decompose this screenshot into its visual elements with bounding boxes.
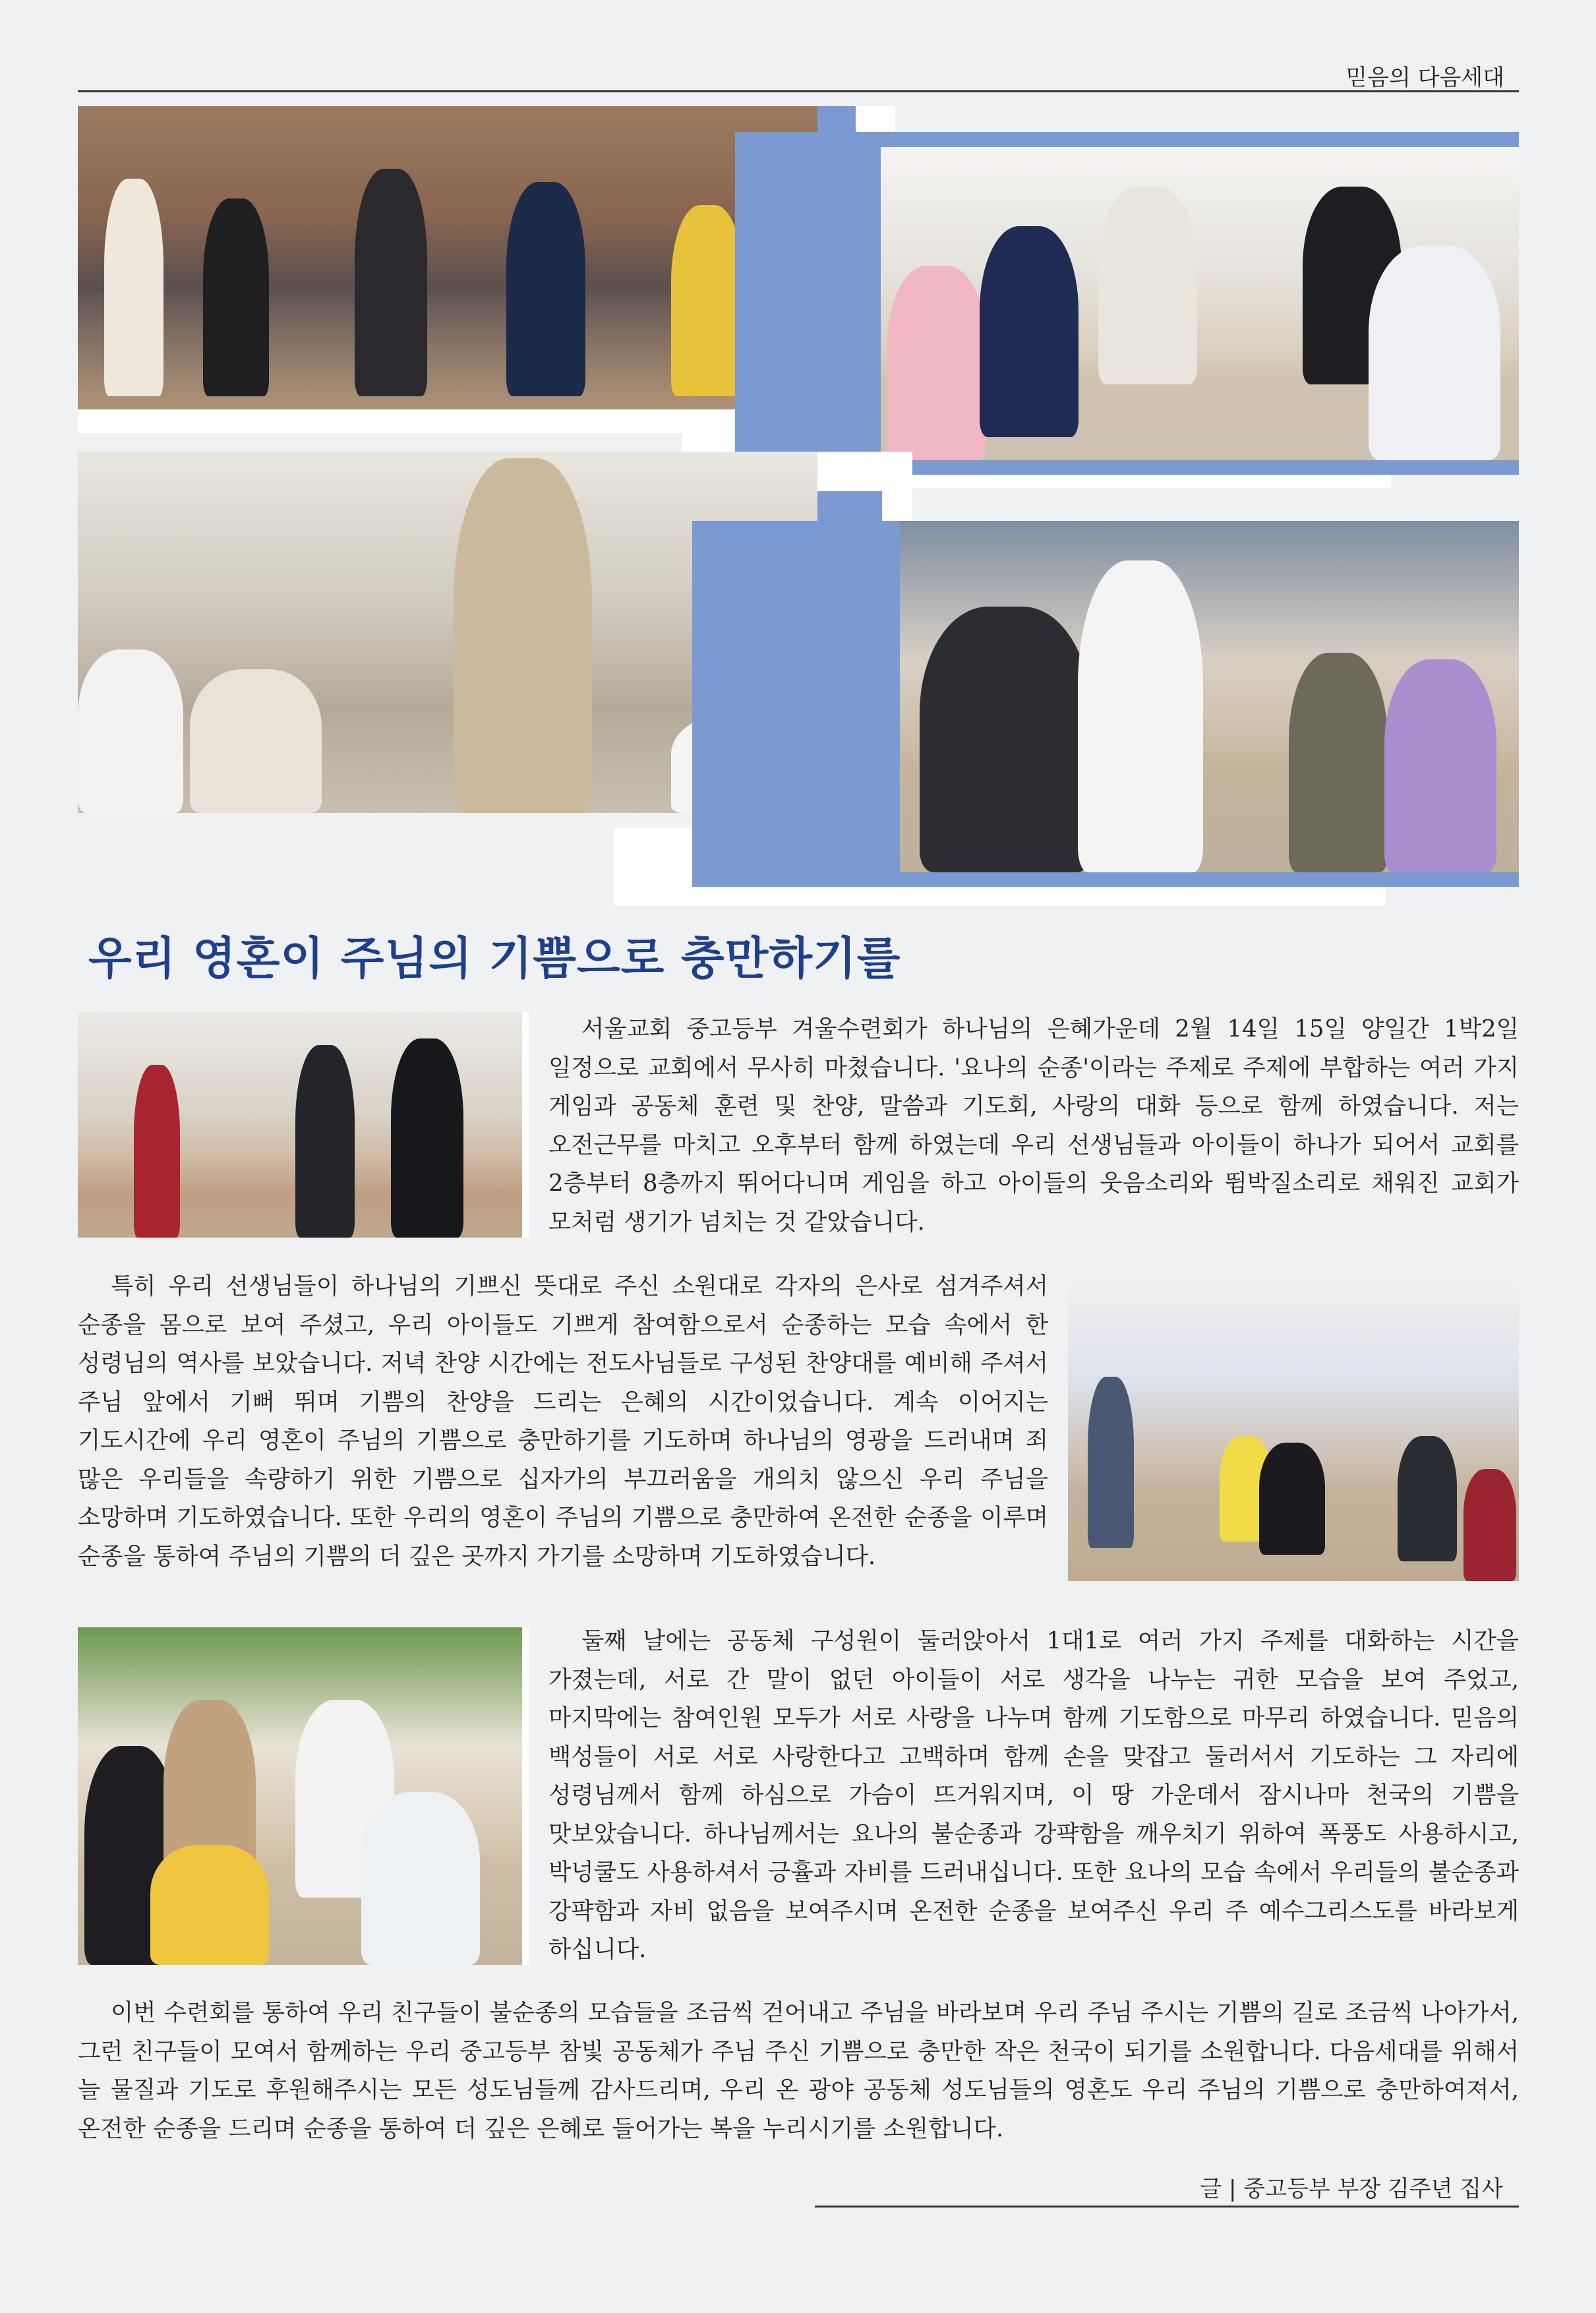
article-byline: 글 | 중고등부 부장 김주년 집사: [1200, 2176, 1503, 2202]
photo-pair-conversation: [78, 1627, 522, 1965]
photo-game-hall: [78, 1012, 522, 1238]
photo-circle-holding-hands: [78, 106, 817, 409]
article-paragraph-2: 특히 우리 선생님들이 하나님의 기쁘신 뜻대로 주신 소원대로 각자의 은사로 섬겨주셔서 순종을 몸으로 보여 주셨고, 우리 아이들도 기쁘게 참여함으로서 순종하는 모습 속에서 한 성령님의 역사를 보았습니다. 저녁 찬양 시간에는 전도사님들로 구성된 찬양대를 예비해 주셔서 주님 앞에서 기뻐 뛰며 기쁨의 찬양을 드리는 은혜의 시간이었습니다. 계속 이어지는 기도시간에 우리 영혼이 주님의 기쁨으로 충만하기를 기도하며 하나님의 영광을 드러내며 죄 많은 우리들을 속량하기 위한 기쁨으로 십자가의 부끄러움을 개의치 않으신 우리 주님을 소망하며 기도하였습니다. 또한 우리의 영혼이 주님의 기쁨으로 충만하여 온전한 순종을 이루며 순종을 통하여 주님의 기쁨의 더 깊은 곳까지 가기를 소망하며 기도하였습니다.: [78, 1273, 1048, 1570]
article-paragraph-1: 서울교회 중고등부 겨울수련회가 하나님의 은혜가운데 2월 14일 15일 양일간 1박2일 일정으로 교회에서 무사히 마쳤습니다. '요나의 순종'이라는 주제로 주제에 부합하는 여러 가지 게임과 공동체 훈련 및 찬양, 말씀과 기도회, 사랑의 대화 등으로 함께 하였습니다. 저는 오전근무를 마치고 오후부터 함께 하였는데 우리 선생님들과 아이들이 하나가 되어서 교회를 2층부터 8층까지 뛰어다니며 게임을 하고 아이들의 웃음소리와 뜀박질소리로 채워진 교회가 모처럼 생기가 넘치는 것 같았습니다.: [548, 1015, 1519, 1236]
page-header: [78, 55, 1519, 92]
section-label: 믿음의 다음세대: [1345, 65, 1504, 91]
article-paragraph-4: 이번 수련회를 통하여 우리 친구들이 불순종의 모습들을 조금씩 걷어내고 주님을 바라보며 우리 주님 주시는 기쁨의 길로 조금씩 나아가서, 그런 친구들이 모여서 함께하는 우리 중고등부 참빛 공동체가 주님 주신 기쁨으로 충만한 작은 천국이 되기를 소원합니다. 다음세대를 위해서 늘 물질과 기도로 후원해주시는 모든 성도님들께 감사드리며, 우리 온 광야 공동체 성도님들의 영혼도 우리 주님의 기쁨으로 충만하여져서, 온전한 순종을 드리며 순종을 통하여 더 깊은 은혜로 들어가는 복을 누리시기를 소원합니다.: [78, 1999, 1519, 2142]
byline-rule: [815, 2169, 1519, 2208]
photo-worship-hall: [1068, 1271, 1519, 1581]
photo-hugging: [900, 521, 1519, 872]
article-title: 우리 영혼이 주님의 기쁨으로 충만하기를: [88, 933, 901, 985]
photo-students-sitting-floor: [881, 147, 1519, 460]
article-paragraph-3: 둘째 날에는 공동체 구성원이 둘러앉아서 1대1로 여러 가지 주제를 대화하는 시간을 가졌는데, 서로 간 말이 없던 아이들이 서로 생각을 나누는 귀한 모습을 보여 주었고, 마지막에는 참여인원 모두가 서로 사랑을 나누며 함께 기도함으로 마무리 하였습니다. 믿음의 백성들이 서로 서로 사랑한다고 고백하며 함께 손을 맞잡고 둘러서서 기도하는 그 자리에 성령님께서 함께 하심으로 가슴이 뜨거워지며, 이 땅 가운데서 잠시나마 천국의 기쁨을 맛보았습니다. 하나님께서는 요나의 불순종과 강퍅함을 깨우치기 위하여 폭풍도 사용하시고, 박넝쿨도 사용하셔서 긍휼과 자비를 드러내십니다. 또한 요나의 모습 속에서 우리들의 불순종과 강퍅함과 자비 없음을 보여주시며 온전한 순종을 보여주신 우리 주 예수그리스도를 바라보게 하십니다.: [548, 1627, 1519, 1963]
